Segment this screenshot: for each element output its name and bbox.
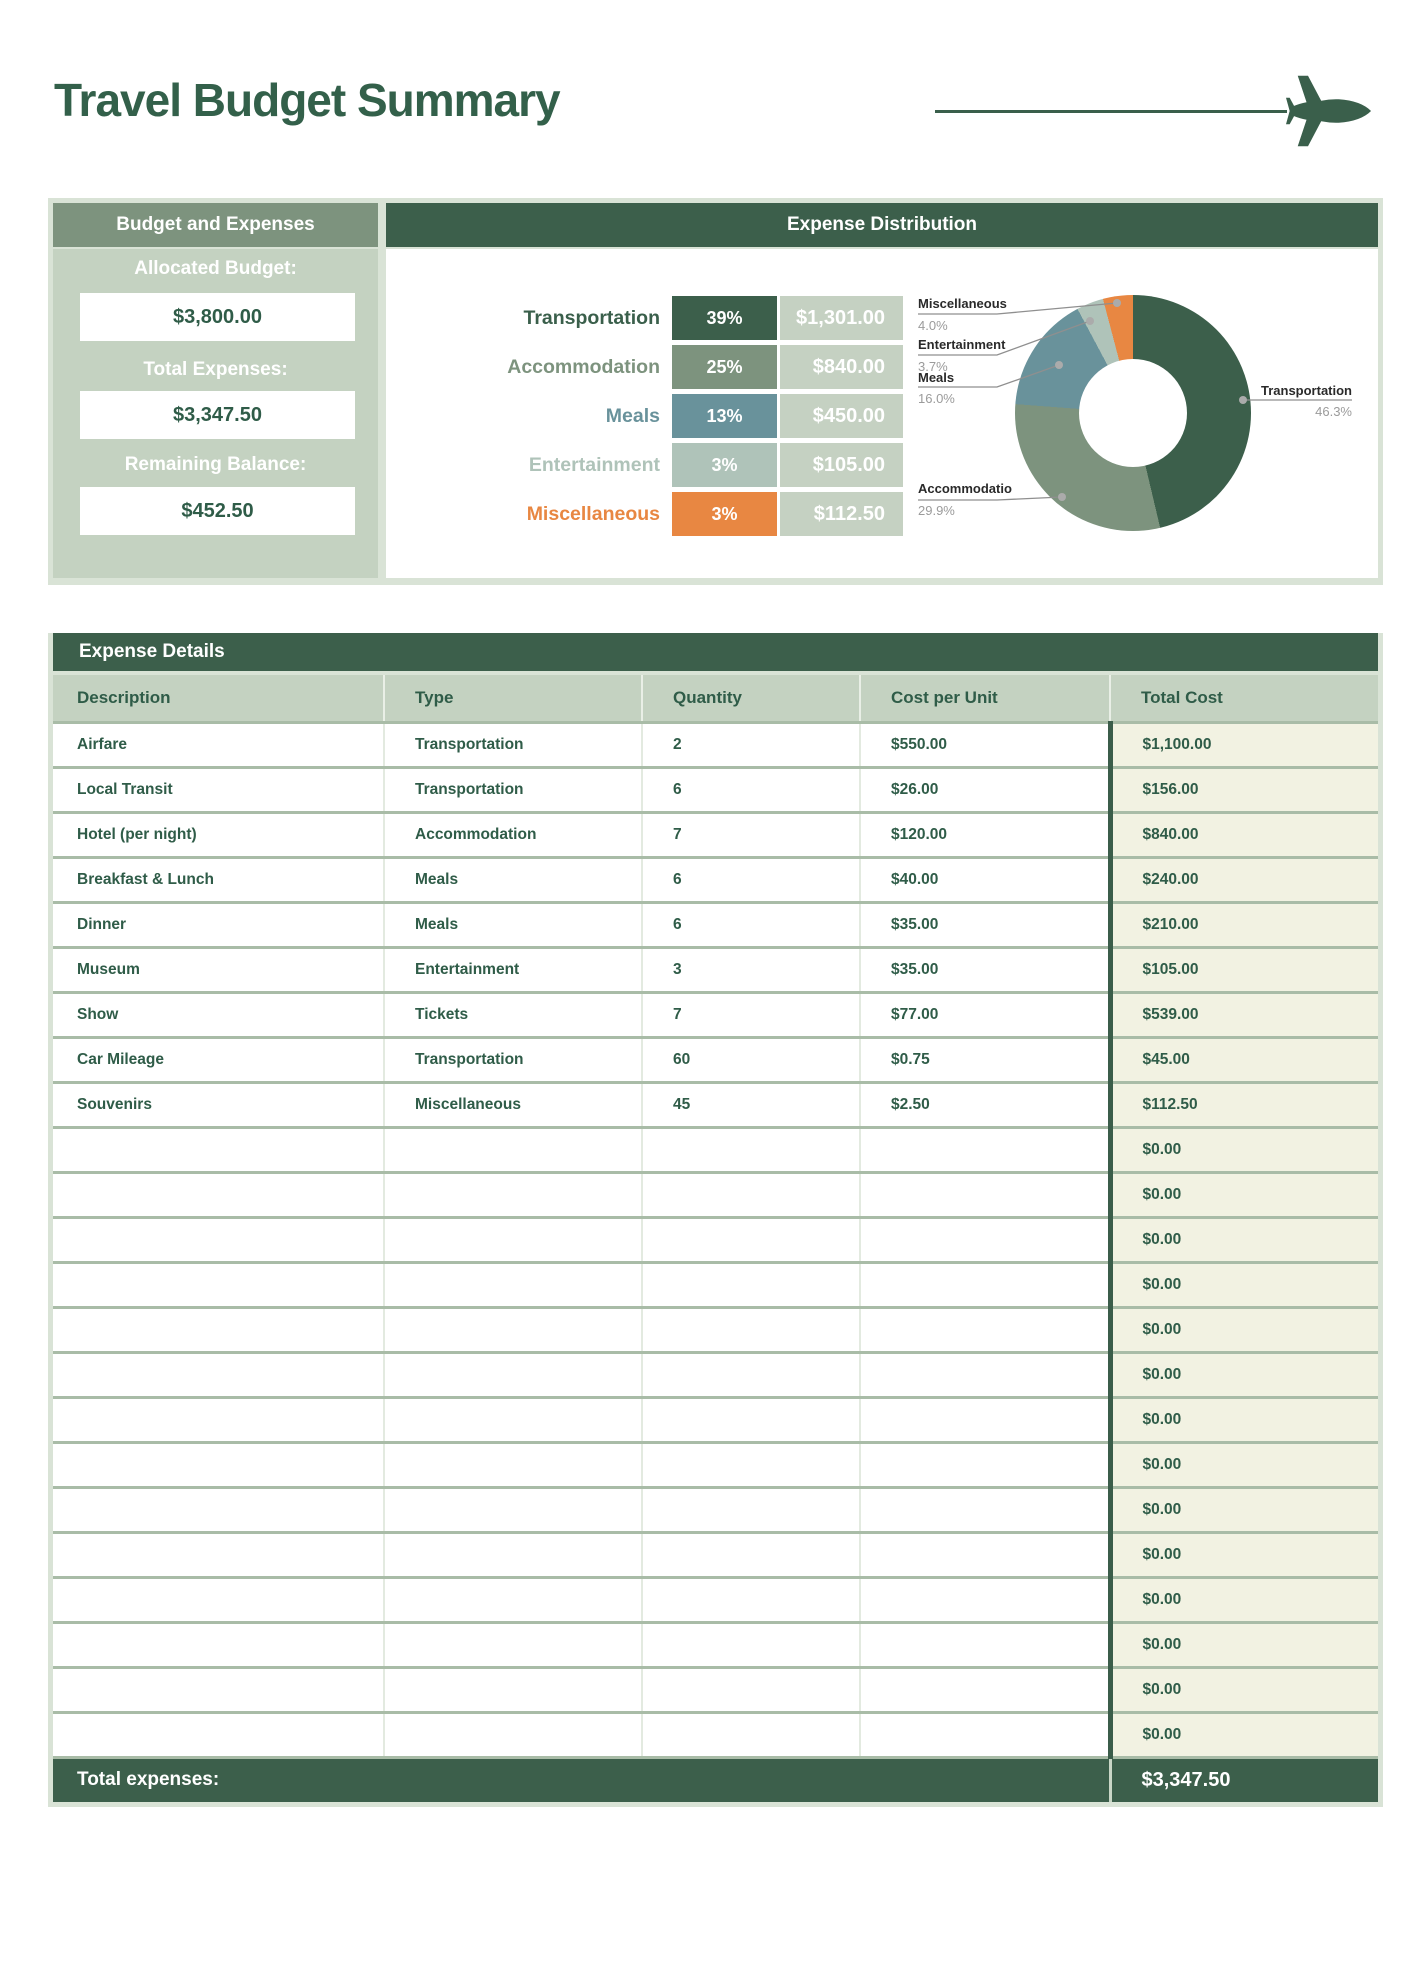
cell-total-cost[interactable]: $0.00: [1110, 1622, 1378, 1667]
empty-table-row: [53, 1352, 1378, 1397]
cell-cost-per-unit[interactable]: [860, 1532, 1110, 1577]
cell-total-cost[interactable]: $105.00: [1110, 947, 1378, 992]
cell-quantity[interactable]: [642, 1262, 860, 1307]
cell-description[interactable]: [53, 1307, 384, 1352]
empty-table-row: [53, 1622, 1378, 1667]
empty-table-row: [53, 1487, 1378, 1532]
cell-type[interactable]: [384, 1352, 642, 1397]
table-row: [53, 857, 1378, 902]
cell-description[interactable]: [53, 1127, 384, 1172]
cell-type[interactable]: Meals: [384, 857, 642, 902]
dist-percent-transportation: 39%: [672, 296, 777, 340]
empty-table-row: [53, 1532, 1378, 1577]
empty-table-row: [53, 1217, 1378, 1262]
cell-cost-per-unit[interactable]: [860, 1262, 1110, 1307]
cell-quantity[interactable]: [642, 1442, 860, 1487]
cell-cost-per-unit[interactable]: [860, 1127, 1110, 1172]
donut-label-transportation: Transportation: [1260, 383, 1352, 398]
remaining-balance-value[interactable]: $452.50: [80, 487, 355, 535]
cell-description[interactable]: Hotel (per night): [53, 812, 384, 857]
budget-panel-header: Budget and Expenses: [53, 203, 378, 247]
expense-details-band: Expense Details: [53, 633, 1378, 671]
cell-cost-per-unit[interactable]: $0.75: [860, 1037, 1110, 1082]
cell-description[interactable]: [53, 1217, 384, 1262]
cell-description[interactable]: Souvenirs: [53, 1082, 384, 1127]
cell-total-cost[interactable]: $156.00: [1110, 767, 1378, 812]
cell-total-cost[interactable]: $0.00: [1110, 1487, 1378, 1532]
empty-table-row: [53, 1712, 1378, 1757]
cell-total-cost[interactable]: $0.00: [1110, 1397, 1378, 1442]
cell-cost-per-unit[interactable]: $120.00: [860, 812, 1110, 857]
cell-total-cost[interactable]: $0.00: [1110, 1532, 1378, 1577]
expense-donut-chart: [1015, 295, 1251, 531]
cell-cost-per-unit[interactable]: [860, 1172, 1110, 1217]
cell-description[interactable]: Breakfast & Lunch: [53, 857, 384, 902]
dist-amount-meals: $450.00: [780, 394, 903, 438]
cell-quantity[interactable]: [642, 1127, 860, 1172]
col-header-quantity: Quantity: [642, 675, 860, 722]
dist-label-transportation: Transportation: [523, 307, 660, 329]
empty-table-row: [53, 1307, 1378, 1352]
donut-pct-meals: 16.0%: [918, 391, 955, 406]
table-row: [53, 1082, 1378, 1127]
table-row: [53, 722, 1378, 767]
cell-total-cost[interactable]: $539.00: [1110, 992, 1378, 1037]
cell-quantity[interactable]: [642, 1487, 860, 1532]
cell-type[interactable]: Tickets: [384, 992, 642, 1037]
cell-quantity[interactable]: [642, 1307, 860, 1352]
cell-description[interactable]: [53, 1352, 384, 1397]
dist-percent-miscellaneous: 3%: [672, 492, 777, 536]
cell-quantity[interactable]: 6: [642, 902, 860, 947]
col-header-total-cost: Total Cost: [1110, 675, 1378, 722]
col-header-type: Type: [384, 675, 642, 722]
cell-cost-per-unit[interactable]: [860, 1352, 1110, 1397]
cell-total-cost[interactable]: $112.50: [1110, 1082, 1378, 1127]
empty-table-row: [53, 1667, 1378, 1712]
empty-table-row: [53, 1397, 1378, 1442]
table-row: [53, 1037, 1378, 1082]
cell-cost-per-unit[interactable]: $26.00: [860, 767, 1110, 812]
cell-cost-per-unit[interactable]: $35.00: [860, 902, 1110, 947]
cell-cost-per-unit[interactable]: $40.00: [860, 857, 1110, 902]
donut-pct-transportation: 46.3%: [1315, 404, 1352, 419]
expense-details-table: [53, 675, 1378, 1802]
table-row: [53, 992, 1378, 1037]
cell-quantity[interactable]: 7: [642, 992, 860, 1037]
cell-total-cost[interactable]: $0.00: [1110, 1712, 1378, 1757]
allocated-budget-label: Allocated Budget:: [134, 258, 297, 279]
cell-quantity[interactable]: [642, 1397, 860, 1442]
cell-type[interactable]: [384, 1442, 642, 1487]
cell-type[interactable]: [384, 1262, 642, 1307]
col-header-description: Description: [53, 675, 384, 722]
cell-total-cost[interactable]: $0.00: [1110, 1352, 1378, 1397]
cell-total-cost[interactable]: $840.00: [1110, 812, 1378, 857]
cell-cost-per-unit[interactable]: $2.50: [860, 1082, 1110, 1127]
cell-total-cost[interactable]: $0.00: [1110, 1262, 1378, 1307]
cell-cost-per-unit[interactable]: $77.00: [860, 992, 1110, 1037]
dist-amount-accommodation: $840.00: [780, 345, 903, 389]
cell-type[interactable]: [384, 1172, 642, 1217]
cell-type[interactable]: Transportation: [384, 722, 642, 767]
cell-type[interactable]: [384, 1712, 642, 1757]
cell-cost-per-unit[interactable]: [860, 1217, 1110, 1262]
cell-description[interactable]: [53, 1262, 384, 1307]
cell-type[interactable]: Transportation: [384, 767, 642, 812]
title-divider-line: [935, 110, 1287, 113]
allocated-budget-value[interactable]: $3,800.00: [80, 293, 355, 341]
cell-quantity[interactable]: 2: [642, 722, 860, 767]
cell-cost-per-unit[interactable]: [860, 1712, 1110, 1757]
cell-quantity[interactable]: [642, 1577, 860, 1622]
cell-type[interactable]: [384, 1532, 642, 1577]
cell-total-cost[interactable]: $1,100.00: [1110, 722, 1378, 767]
airplane-icon: [1286, 70, 1374, 152]
cell-type[interactable]: Miscellaneous: [384, 1082, 642, 1127]
cell-total-cost[interactable]: $0.00: [1110, 1127, 1378, 1172]
cell-description[interactable]: [53, 1487, 384, 1532]
cell-quantity[interactable]: 3: [642, 947, 860, 992]
dist-label-meals: Meals: [605, 404, 660, 427]
cell-cost-per-unit[interactable]: $35.00: [860, 947, 1110, 992]
dist-label-miscellaneous: Miscellaneous: [526, 502, 660, 525]
cell-type[interactable]: Transportation: [384, 1037, 642, 1082]
summary-section: [48, 198, 1383, 585]
cell-quantity[interactable]: 45: [642, 1082, 860, 1127]
empty-table-row: [53, 1442, 1378, 1487]
empty-table-row: [53, 1127, 1378, 1172]
cell-cost-per-unit[interactable]: [860, 1307, 1110, 1352]
cell-type[interactable]: Meals: [384, 902, 642, 947]
cell-quantity[interactable]: [642, 1622, 860, 1667]
cell-description[interactable]: [53, 1397, 384, 1442]
total-expenses-label: Total Expenses:: [143, 359, 288, 380]
empty-table-row: [53, 1262, 1378, 1307]
cell-type[interactable]: [384, 1667, 642, 1712]
donut-label-meals: Meals: [918, 370, 955, 385]
cell-quantity[interactable]: [642, 1532, 860, 1577]
cell-description[interactable]: Museum: [53, 947, 384, 992]
donut-label-entertainment: Entertainment: [918, 337, 1006, 352]
empty-table-row: [53, 1172, 1378, 1217]
donut-label-accommodation: Accommodatio: [918, 481, 1012, 496]
dist-percent-entertainment: 3%: [672, 443, 777, 487]
cell-description[interactable]: [53, 1442, 384, 1487]
distribution-panel-header: Expense Distribution: [386, 203, 1378, 247]
cell-total-cost[interactable]: $210.00: [1110, 902, 1378, 947]
cell-cost-per-unit[interactable]: $550.00: [860, 722, 1110, 767]
table-row: [53, 947, 1378, 992]
cell-type[interactable]: [384, 1487, 642, 1532]
cell-total-cost[interactable]: $0.00: [1110, 1577, 1378, 1622]
cell-type[interactable]: [384, 1622, 642, 1667]
cell-description[interactable]: [53, 1622, 384, 1667]
cell-quantity[interactable]: 7: [642, 812, 860, 857]
cell-type[interactable]: Entertainment: [384, 947, 642, 992]
cell-quantity[interactable]: [642, 1217, 860, 1262]
expense-details-section: [48, 633, 1383, 1807]
table-row: [53, 902, 1378, 947]
cell-type[interactable]: [384, 1217, 642, 1262]
cell-cost-per-unit[interactable]: [860, 1487, 1110, 1532]
cell-description[interactable]: [53, 1172, 384, 1217]
cell-cost-per-unit[interactable]: [860, 1577, 1110, 1622]
cell-total-cost[interactable]: $45.00: [1110, 1037, 1378, 1082]
cell-total-cost[interactable]: $0.00: [1110, 1307, 1378, 1352]
cell-quantity[interactable]: [642, 1352, 860, 1397]
dist-percent-accommodation: 25%: [672, 345, 777, 389]
table-row: [53, 767, 1378, 812]
donut-label-miscellaneous: Miscellaneous: [918, 296, 1007, 311]
cell-type[interactable]: [384, 1127, 642, 1172]
remaining-balance-label: Remaining Balance:: [124, 454, 307, 475]
table-header-row: [53, 675, 1378, 722]
cell-total-cost[interactable]: $0.00: [1110, 1442, 1378, 1487]
cell-type[interactable]: [384, 1577, 642, 1622]
dist-amount-entertainment: $105.00: [780, 443, 903, 487]
total-row: [53, 1757, 1378, 1802]
cell-total-cost[interactable]: $0.00: [1110, 1217, 1378, 1262]
cell-total-cost[interactable]: $0.00: [1110, 1172, 1378, 1217]
cell-quantity[interactable]: [642, 1667, 860, 1712]
table-row: [53, 812, 1378, 857]
cell-quantity[interactable]: [642, 1172, 860, 1217]
empty-table-row: [53, 1577, 1378, 1622]
cell-cost-per-unit[interactable]: [860, 1442, 1110, 1487]
cell-total-cost[interactable]: $240.00: [1110, 857, 1378, 902]
cell-type[interactable]: [384, 1307, 642, 1352]
dist-amount-transportation: $1,301.00: [780, 296, 903, 340]
cell-cost-per-unit[interactable]: [860, 1397, 1110, 1442]
donut-pct-entertainment: 3.7%: [918, 359, 948, 374]
page-title: Travel Budget Summary: [54, 74, 560, 126]
cell-type[interactable]: [384, 1397, 642, 1442]
donut-pct-accommodation: 29.9%: [918, 503, 955, 518]
dist-percent-meals: 13%: [672, 394, 777, 438]
cell-description[interactable]: Dinner: [53, 902, 384, 947]
cell-description[interactable]: [53, 1577, 384, 1622]
cell-quantity[interactable]: [642, 1712, 860, 1757]
cell-description[interactable]: [53, 1712, 384, 1757]
cell-quantity[interactable]: 6: [642, 767, 860, 812]
cell-description[interactable]: Airfare: [53, 722, 384, 767]
dist-label-accommodation: Accommodation: [507, 355, 660, 378]
donut-pct-miscellaneous: 4.0%: [918, 318, 948, 333]
col-header-cost-per-unit: Cost per Unit: [860, 675, 1110, 722]
cell-description[interactable]: [53, 1667, 384, 1712]
cell-description[interactable]: Local Transit: [53, 767, 384, 812]
cell-type[interactable]: Accommodation: [384, 812, 642, 857]
cell-description[interactable]: Car Mileage: [53, 1037, 384, 1082]
cell-quantity[interactable]: 6: [642, 857, 860, 902]
cell-cost-per-unit[interactable]: [860, 1622, 1110, 1667]
dist-label-entertainment: Entertainment: [528, 453, 660, 476]
cell-description[interactable]: Show: [53, 992, 384, 1037]
total-expenses-footer-label: Total expenses:: [53, 1757, 1110, 1802]
cell-cost-per-unit[interactable]: [860, 1667, 1110, 1712]
total-expenses-value[interactable]: $3,347.50: [80, 391, 355, 439]
donut-hole: [1079, 359, 1187, 467]
total-expenses-footer-value: $3,347.50: [1110, 1757, 1378, 1802]
cell-total-cost[interactable]: $0.00: [1110, 1667, 1378, 1712]
cell-quantity[interactable]: 60: [642, 1037, 860, 1082]
dist-amount-miscellaneous: $112.50: [780, 492, 903, 536]
cell-description[interactable]: [53, 1532, 384, 1577]
